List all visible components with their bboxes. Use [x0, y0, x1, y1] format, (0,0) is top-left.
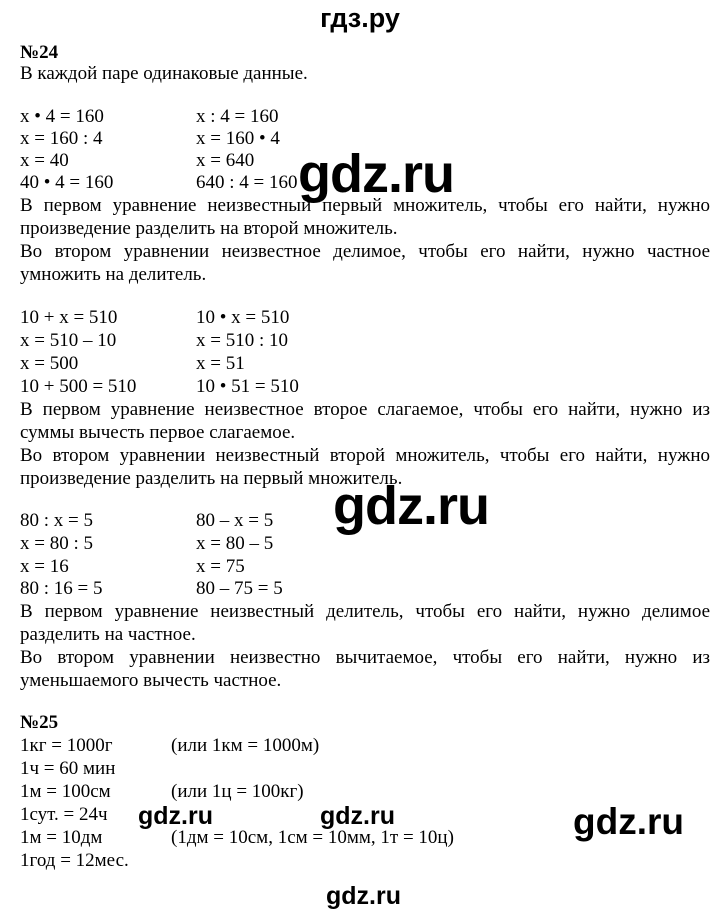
- watermark: gdz.ru: [298, 144, 454, 204]
- explanation-line: Во втором уравнении неизвестно вычитаемое, чтобы его найти, нужно из: [20, 647, 710, 668]
- equation-line: 80 – 75 = 5: [196, 578, 283, 599]
- task-title-24: №24: [20, 42, 59, 63]
- conversion-row: [20, 850, 129, 872]
- task-title-25: №25: [20, 712, 59, 733]
- equation-line: x = 75: [196, 556, 245, 577]
- conversion-main: 1год = 12мес.: [20, 850, 129, 871]
- conversion-note: (или 1км = 1000м): [171, 735, 320, 756]
- conversion-main: 1м = 100см: [20, 781, 111, 802]
- watermark: gdz.ru: [326, 882, 401, 910]
- explanation-line: разделить на частное.: [20, 624, 196, 645]
- equation-line: 40 • 4 = 160: [20, 172, 114, 193]
- explanation-line: Во втором уравнении неизвестное делимое, чтобы его найти, нужно частное: [20, 241, 710, 262]
- watermark: gdz.ru: [138, 802, 213, 830]
- explanation-1: [20, 194, 710, 286]
- conversion-note: (1дм = 10см, 1см = 10мм, 1т = 10ц): [171, 827, 454, 848]
- watermark: gdz.ru: [573, 801, 684, 842]
- conversion-row: [20, 827, 454, 849]
- explanation-line: Во втором уравнении неизвестный второй множитель, чтобы его найти, нужно: [20, 445, 710, 466]
- equation-line: x = 500: [20, 353, 79, 374]
- explanation-line: В первом уравнение неизвестный первый множитель, чтобы его найти, нужно: [20, 195, 710, 216]
- explanation-line: В первом уравнение неизвестное второе слагаемое, чтобы его найти, нужно из: [20, 399, 710, 420]
- conversion-main: 1ч = 60 мин: [20, 758, 116, 779]
- watermark: gdz.ru: [320, 802, 395, 830]
- explanation-line: В первом уравнение неизвестный делитель, чтобы его найти, нужно делимое: [20, 601, 710, 622]
- equation-line: x • 4 = 160: [20, 106, 104, 127]
- task-intro: В каждой паре одинаковые данные.: [20, 63, 308, 84]
- equation-line: 80 – x = 5: [196, 510, 274, 531]
- equation-line: 10 + x = 510: [20, 307, 118, 328]
- equation-line: x = 640: [196, 150, 255, 171]
- explanation-line: умножить на делитель.: [20, 264, 207, 285]
- conversion-main: 1сут. = 24ч: [20, 804, 108, 825]
- conversion-note: (или 1ц = 100кг): [171, 781, 304, 802]
- equation-line: x = 16: [20, 556, 69, 577]
- equation-line: x = 160 : 4: [20, 128, 103, 149]
- equation-line: 10 • 51 = 510: [196, 376, 299, 397]
- equation-line: 10 • x = 510: [196, 307, 290, 328]
- equation-line: 80 : 16 = 5: [20, 578, 103, 599]
- conversion-main: 1кг = 1000г: [20, 735, 113, 756]
- conversion-row: [20, 804, 108, 826]
- explanation-line: произведение разделить на первый множитель.: [20, 468, 403, 489]
- explanation-line: произведение разделить на второй множитель.: [20, 218, 398, 239]
- explanation-line: суммы вычесть первое слагаемое.: [20, 422, 296, 443]
- equation-line: x = 160 • 4: [196, 128, 280, 149]
- equation-line: x : 4 = 160: [196, 106, 279, 127]
- watermark: gdz.ru: [333, 476, 489, 536]
- explanation-line: уменьшаемого вычесть частное.: [20, 670, 282, 691]
- site-header: гдз.ру: [320, 3, 400, 33]
- equation-line: x = 80 – 5: [196, 533, 274, 554]
- equation-line: x = 510 – 10: [20, 330, 117, 351]
- equation-line: x = 51: [196, 353, 245, 374]
- conversion-row: [20, 735, 320, 757]
- explanation-3: [20, 600, 710, 692]
- equation-line: 10 + 500 = 510: [20, 376, 137, 397]
- equation-line: x = 40: [20, 150, 69, 171]
- conversion-main: 1м = 10дм: [20, 827, 103, 848]
- equation-line: 80 : x = 5: [20, 510, 93, 531]
- conversion-row: [20, 781, 304, 803]
- conversion-row: [20, 758, 115, 780]
- equation-line: 640 : 4 = 160: [196, 172, 298, 193]
- equation-line: x = 510 : 10: [196, 330, 288, 351]
- equation-line: x = 80 : 5: [20, 533, 93, 554]
